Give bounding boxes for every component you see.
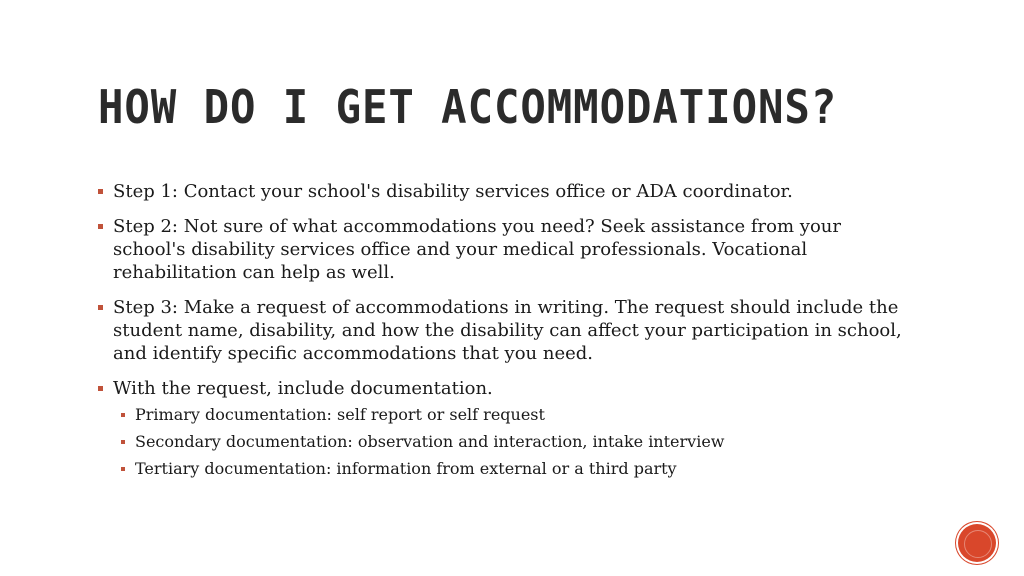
bullet-marker-icon [98, 189, 103, 194]
sub-bullet-item [113, 455, 918, 482]
bullet-marker-icon [98, 305, 103, 310]
bullet-text: Step 1: Contact your school's disability services office or ADA coordinator. [113, 181, 793, 202]
bullet-item [98, 215, 918, 284]
bullet-marker-icon [98, 386, 103, 391]
theme-logo-icon [958, 524, 996, 562]
sub-bullet-text: Tertiary documentation: information from external or a third party [135, 459, 677, 478]
bullet-item [98, 377, 918, 482]
bullet-marker-icon [98, 224, 103, 229]
bullet-text: With the request, include documentation. [113, 378, 493, 399]
logo-ring [964, 530, 992, 558]
sub-bullet-marker-icon [121, 413, 125, 417]
slide-title: HOW DO I GET ACCOMMODATIONS? [98, 80, 838, 134]
sub-bullet-marker-icon [121, 440, 125, 444]
sub-bullet-list [113, 401, 918, 482]
sub-bullet-item [113, 401, 918, 428]
bullet-item [98, 296, 918, 365]
sub-bullet-text: Secondary documentation: observation and interaction, intake interview [135, 432, 725, 451]
bullet-text: Step 3: Make a request of accommodations in writing. The request should include the student name, disability, and how the disability can affect your participation in school, and identify specific accommodations that you need. [113, 297, 902, 364]
sub-bullet-marker-icon [121, 467, 125, 471]
sub-bullet-text: Primary documentation: self report or self request [135, 405, 545, 424]
bullet-text: Step 2: Not sure of what accommodations you need? Seek assistance from your school's disability services office and your medical professionals. Vocational rehabilitation can help as well. [113, 216, 841, 283]
bullet-item [98, 180, 918, 203]
bullet-list [98, 180, 918, 494]
sub-bullet-item [113, 428, 918, 455]
